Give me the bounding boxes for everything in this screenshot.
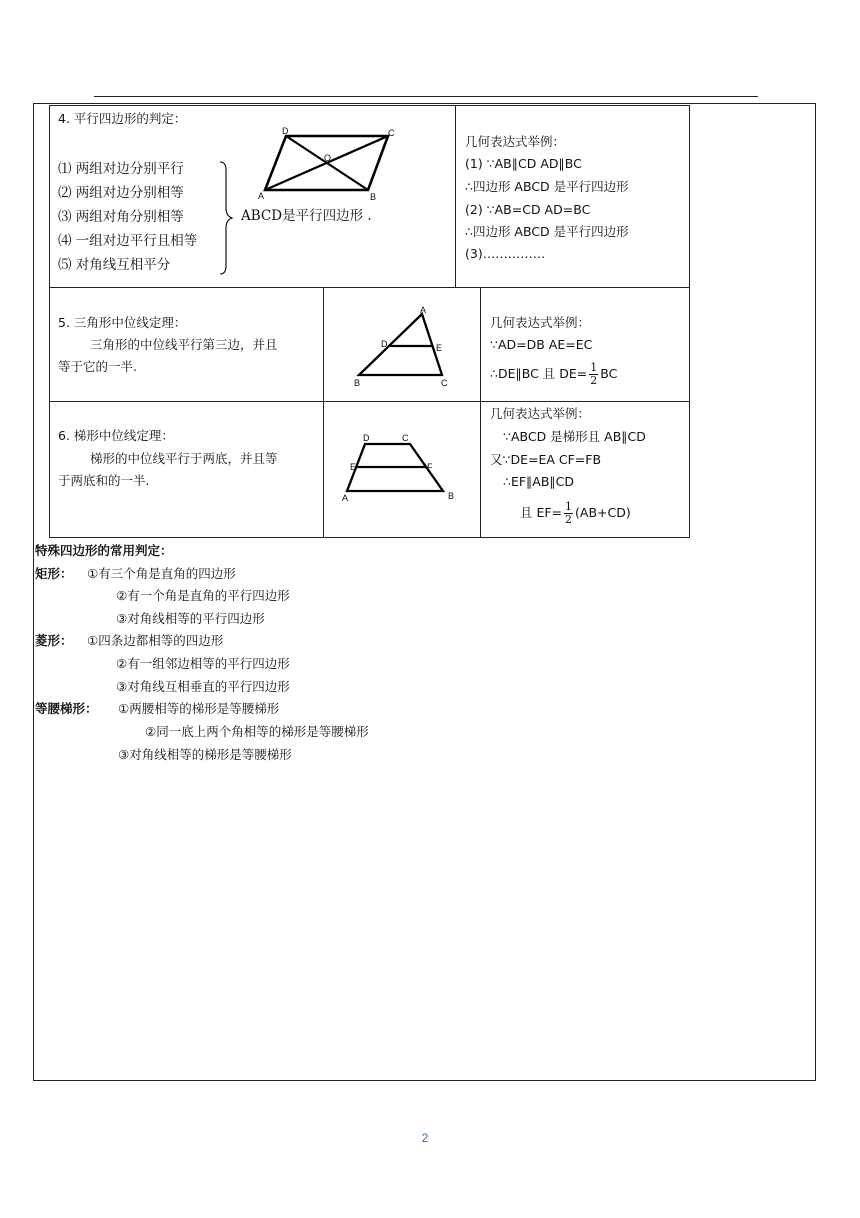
table-border-top xyxy=(49,105,690,106)
sec6-title: 6. 梯形中位线定理： xyxy=(58,428,174,443)
sec6-example-line1: ∵ABCD 是梯形且 AB∥CD xyxy=(503,429,646,444)
rectangle-item: ③对角线相等的平行四边形 xyxy=(116,611,265,626)
label-E: E xyxy=(350,462,357,472)
sec5-example-line2 xyxy=(490,361,617,387)
label-A: A xyxy=(258,191,265,201)
label-A: A xyxy=(420,305,427,315)
label-E: E xyxy=(436,343,443,353)
label-O: O xyxy=(324,153,332,163)
isosceles-trapezoid-item: ③对角线相等的梯形是等腰梯形 xyxy=(118,747,292,762)
sec6-example-line2: 又∵DE=EA CF=FB xyxy=(490,452,602,467)
condition-3: ⑶ 两组对角分别相等 xyxy=(58,209,184,225)
sec5-title: 5. 三角形中位线定理： xyxy=(58,315,187,330)
row23-col-separator-1 xyxy=(323,287,324,538)
rhombus-label: 菱形： xyxy=(35,633,73,648)
label-B: B xyxy=(448,491,455,501)
label-B: B xyxy=(354,378,361,388)
sec5-body-line1: 三角形的中位线平行第三边，并且 xyxy=(90,337,278,352)
isosceles-trapezoid-label: 等腰梯形： xyxy=(35,701,98,716)
special-heading: 特殊四边形的常用判定： xyxy=(35,543,173,558)
condition-1: ⑴ 两组对边分别平行 xyxy=(58,161,184,177)
sec6-example-text: (AB+CD) xyxy=(575,505,631,520)
row-separator-1 xyxy=(49,287,690,288)
sec4-title: 4. 平行四边形的判定： xyxy=(58,111,187,126)
label-D: D xyxy=(282,126,289,136)
condition-5: ⑸ 对角线互相平分 xyxy=(58,257,171,273)
sec4-example-line: ∴四边形 ABCD 是平行四边形 xyxy=(465,224,629,239)
header-rule xyxy=(94,96,758,97)
label-B: B xyxy=(370,192,377,202)
table-border-right xyxy=(689,105,690,538)
triangle-midline-diagram xyxy=(350,308,450,380)
rhombus-item: ①四条边都相等的四边形 xyxy=(87,633,224,648)
condition-2: ⑵ 两组对边分别相等 xyxy=(58,185,184,201)
rhombus-item: ③对角线互相垂直的平行四边形 xyxy=(116,679,290,694)
sec6-example-line3: ∴EF∥AB∥CD xyxy=(503,474,575,489)
row-separator-2 xyxy=(49,401,690,402)
trapezoid-midline-diagram xyxy=(340,438,450,498)
sec5-example-text: BC xyxy=(600,366,618,381)
rhombus-item: ②有一组邻边相等的平行四边形 xyxy=(116,656,290,671)
sec6-example-line4 xyxy=(520,500,631,526)
table-border-bottom xyxy=(49,537,690,538)
sec6-body-line2: 于两底和的一半. xyxy=(58,473,150,488)
sec6-example-text: 且 EF= xyxy=(520,505,563,520)
right-brace xyxy=(218,160,234,278)
sec5-example-line1: ∵AD=DB AE=EC xyxy=(490,337,593,352)
sec5-example-title: 几何表达式举例： xyxy=(490,315,591,330)
label-C: C xyxy=(388,128,395,138)
fraction-denominator: 2 xyxy=(590,374,598,387)
row23-col-separator-2 xyxy=(480,287,481,538)
row1-col-separator xyxy=(455,105,456,287)
sec6-example-title: 几何表达式举例： xyxy=(490,406,591,421)
sec4-conclusion: ABCD是平行四边形 . xyxy=(241,208,372,224)
fraction-denominator: 2 xyxy=(565,513,573,526)
sec4-example-line: ∴四边形 ABCD 是平行四边形 xyxy=(465,179,629,194)
fraction-one-half xyxy=(589,362,598,387)
isosceles-trapezoid-item: ①两腰相等的梯形是等腰梯形 xyxy=(118,701,280,716)
sec5-example-text: ∴DE∥BC 且 DE= xyxy=(490,366,588,381)
isosceles-trapezoid-item: ②同一底上两个角相等的梯形是等腰梯形 xyxy=(145,724,369,739)
label-A: A xyxy=(342,493,349,503)
parallelogram-diagram xyxy=(250,122,400,204)
fraction-numerator: 1 xyxy=(565,500,573,513)
label-C: C xyxy=(441,378,448,388)
table-border-left xyxy=(49,105,50,538)
rectangle-label: 矩形： xyxy=(35,566,73,581)
label-F: F xyxy=(427,462,433,472)
sec6-body-line1: 梯形的中位线平行于两底，并且等 xyxy=(90,451,278,466)
fraction-one-half xyxy=(564,501,573,526)
sec4-example-line: (3)…………… xyxy=(465,246,546,261)
label-D: D xyxy=(363,433,370,443)
page-number: 2 xyxy=(421,1131,429,1145)
sec5-body-line2: 等于它的一半. xyxy=(58,359,137,374)
label-C: C xyxy=(402,433,409,443)
condition-4: ⑷ 一组对边平行且相等 xyxy=(58,233,198,249)
rectangle-item: ②有一个角是直角的平行四边形 xyxy=(116,588,290,603)
fraction-numerator: 1 xyxy=(590,361,598,374)
sec4-example-line: (2) ∵AB=CD AD=BC xyxy=(465,202,591,217)
rectangle-item: ①有三个角是直角的四边形 xyxy=(87,566,236,581)
sec4-example-title: 几何表达式举例： xyxy=(465,134,566,149)
label-D: D xyxy=(381,339,388,349)
sec4-example-line: (1) ∵AB∥CD AD∥BC xyxy=(465,156,582,171)
